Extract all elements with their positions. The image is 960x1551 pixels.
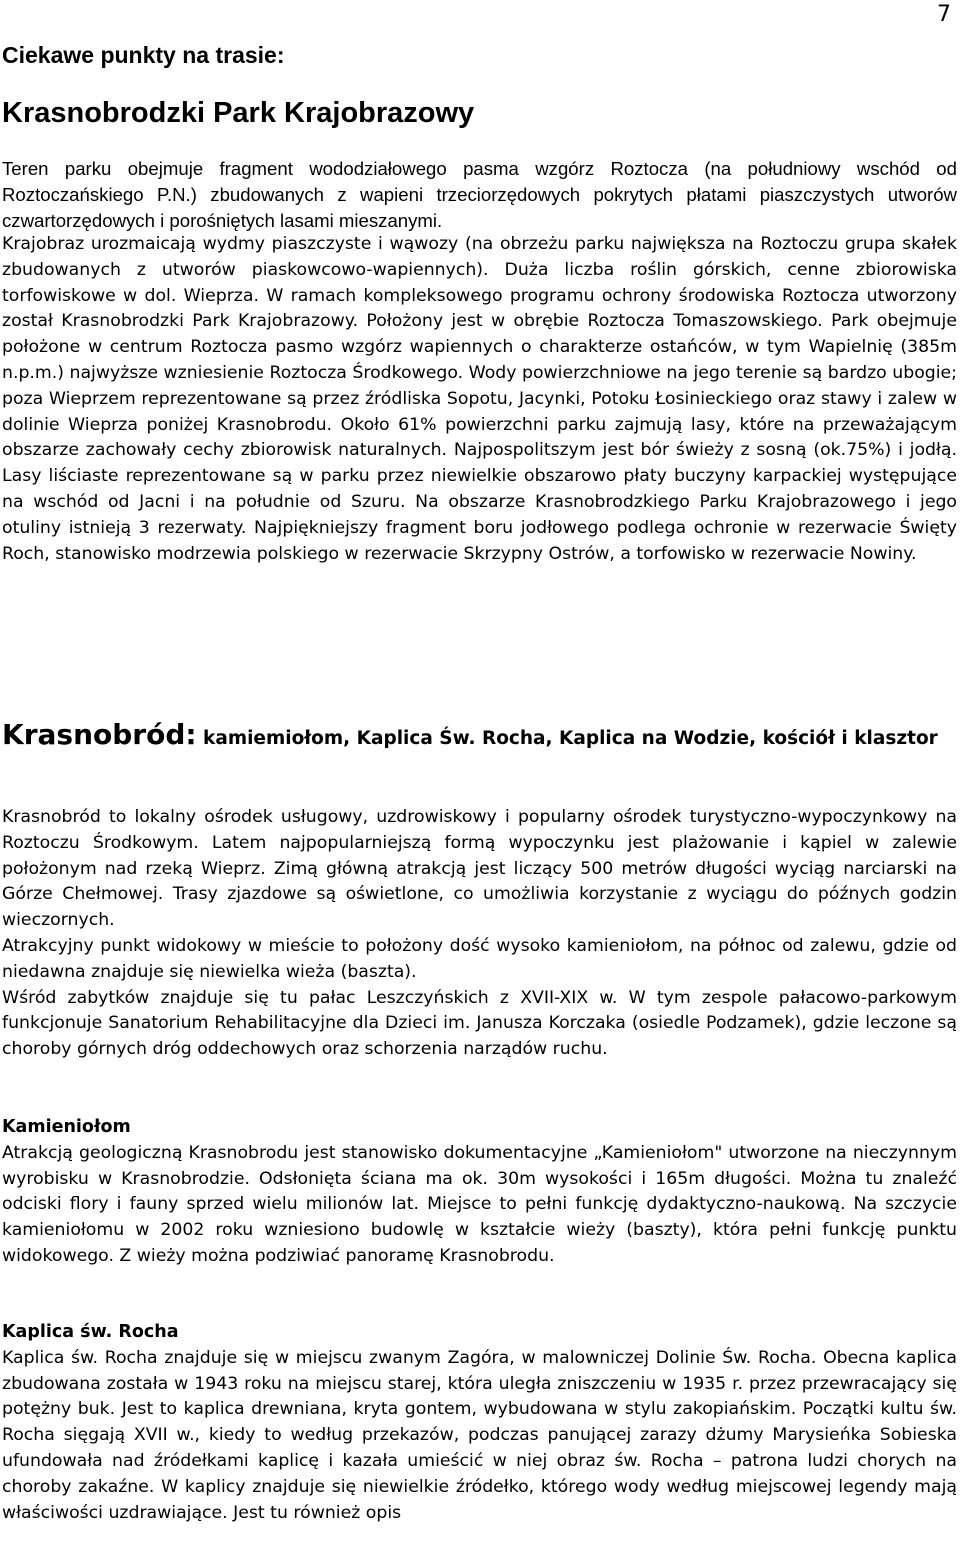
quarry-heading: Kamieniołom — [2, 1117, 131, 1137]
town-section — [2, 805, 957, 1063]
park-body-paragraph: Krajobraz urozmaicają wydmy piaszczyste i wąwozy (na obrzeżu parku największa na Roztoczu grupa skałek zbudowanych z utworów piaskowcowo-wapiennych). Duża liczba roślin górskich, cenne zbiorowiska torfowiskowe w dol. Wieprza. W ramach kompleksowego programu ochrony środowiska Roztocza utworzony został Krasnobrodzki Park Krajobrazowy. Położony jest w obrębie Roztocza Tomaszowskiego. Park obejmuje położone w centrum Roztocza pasmo wzgórz wapiennych o charakterze ostańców, w tym Wapielnię (385m n.p.m.) najwyższe wzniesienie Roztocza Środkowego. Wody powierzchniowe na jego terenie są bardzo ubogie; poza Wieprzem reprezentowane są przez źródliska Sopotu, Jacynki, Potoku Łosinieckiego oraz stawy i zalew w dolinie Wieprza poniżej Krasnobrodu. Około 61% powierzchni parku zajmują lasy, które na przeważającym obszarze zachowały cechy zbiorowisk naturalnych. Najpospolitszym jest bór świeży z sosną (ok.75%) i jodłą. Lasy liściaste reprezentowane są w parku przez niewielkie obszarowo płaty buczyny karpackiej występujące na wschód od Jacni i na południe od Szuru. Na obszarze Krasnobrodzkiego Parku Krajobrazowego i jego otuliny istnieją 3 rezerwaty. Najpiękniejszy fragment boru jodłowego podlega ochronie w rezerwacie Święty Roch, stanowisko modrzewia polskiego w rezerwacie Skrzypny Ostrów, a torfowisko w rezerwacie Nowiny. — [2, 234, 957, 564]
quarry-paragraph: Atrakcją geologiczną Krasnobrodu jest stanowisko dokumentacyjne „Kamieniołom" utworzone na nieczynnym wyrobisku w Krasnobrodzie. Odsłonięta ściana ma ok. 30m wysokości i 165m długości. Można tu znaleźć odciski flory i fauny sprzed wielu milionów lat. Miejsce to pełni funkcję dydaktyczno-naukową. Na szczycie kamieniołomu w 2002 roku wzniesiono budowlę w kształcie wieży (baszty), która pełni funkcję punktu widokowego. Z wieży można podziwiać panoramę Krasnobrodu. — [2, 1142, 957, 1266]
quarry-section — [2, 1115, 957, 1270]
town-paragraph: Krasnobród to lokalny ośrodek usługowy, uzdrowiskowy i popularny ośrodek turystyczno-wypoczynkowy na Roztoczu Środkowym. Latem najpopularniejszą formą wypoczynku jest plażowanie i kąpiel w zalewie położonym nad rzeką Wieprz. Zimą główną atrakcją jest liczący 500 metrów długości wyciąg narciarski na Górze Chełmowej. Trasy zjazdowe są oświetlone, co umożliwia korzystanie z wyciągu do późnych godzin wieczornych. — [2, 807, 957, 931]
park-intro-paragraph: Teren parku obejmuje fragment wododziałowego pasma wzgórz Roztocza (na południowy wschód od Roztoczańskiego P.N.) zbudowanych z wapieni trzeciorzędowych pokrytych płatami piaszczystych utworów czwartorzędowych i porośniętych lasami mieszanymi. — [2, 158, 957, 231]
town-heading-main: Krasnobród: — [2, 718, 197, 751]
chapel-paragraph: Kaplica św. Rocha znajduje się w miejscu zwanym Zagóra, w malowniczej Dolinie Św. Rocha. Obecna kaplica zbudowana została w 1943 roku na miejscu starej, która uległa zniszczeniu w 1935 r. przez przewracający się potężny buk. Jest to kaplica drewniana, kryta gontem, wybudowana w stylu zakopiańskim. Początki kultu św. Rocha sięgają XVII w., kiedy to według przekazów, podczas panującej zarazy dżumy Marysieńka Sobieska ufundowała nad źródełkami kaplicę i kazała umieścić w niej obraz św. Rocha – patrona ludzi chorych na choroby zakaźne. W kaplicy znajduje się niewielkie źródełko, którego wody według miejscowej legendy mają właściwości uzdrawiające. Jest tu również opis — [2, 1347, 957, 1523]
town-paragraph: Wśród zabytków znajduje się tu pałac Leszczyńskich z XVII-XIX w. W tym zespole pałacowo-parkowym funkcjonuje Sanatorium Rehabilitacyjne dla Dzieci im. Janusza Korczaka (osiedle Podzamek), gdzie leczone są choroby górnych dróg oddechowych oraz schorzenia narządów ruchu. — [2, 987, 957, 1060]
chapel-section — [2, 1320, 957, 1526]
town-heading-subtitle: kamiemiołom, Kaplica Św. Rocha, Kaplica na Wodzie, kościół i klasztor — [203, 728, 938, 749]
chapel-heading: Kaplica św. Rocha — [2, 1322, 179, 1342]
town-heading — [2, 720, 957, 754]
park-title: Krasnobrodzki Park Krajobrazowy — [2, 97, 475, 129]
section-heading: Ciekawe punkty na trasie: — [2, 42, 285, 68]
town-paragraph: Atrakcyjny punkt widokowy w mieście to położony dość wysoko kamieniołom, na północ od zalewu, gdzie od niedawna znajduje się niewielka wieża (baszta). — [2, 935, 957, 982]
page-number: 7 — [937, 2, 951, 27]
